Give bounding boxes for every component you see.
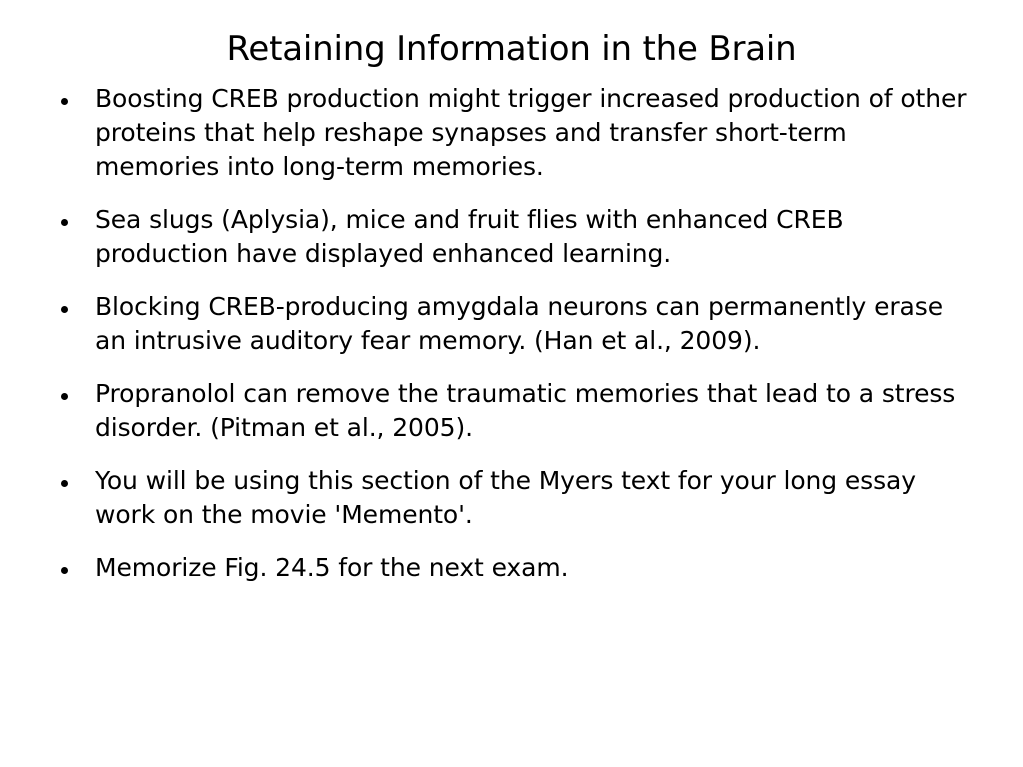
bullet-item <box>58 377 978 445</box>
bullet-dot-icon <box>61 567 68 574</box>
bullet-text: Sea slugs (Aplysia), mice and fruit flies with enhanced CREB production have displayed enhanced learning. <box>95 205 844 268</box>
bullet-dot-icon <box>61 306 68 313</box>
bullet-item <box>58 464 978 532</box>
bullet-text: You will be using this section of the Myers text for your long essay work on the movie 'Memento'. <box>95 466 916 529</box>
slide-title: Retaining Information in the Brain <box>226 29 797 69</box>
bullet-item <box>58 290 978 358</box>
bullet-text: Boosting CREB production might trigger increased production of other proteins that help reshape synapses and transfer short-term memories into long-term memories. <box>95 84 967 181</box>
bullet-dot-icon <box>61 393 68 400</box>
bullet-item <box>58 82 978 184</box>
bullet-text: Propranolol can remove the traumatic memories that lead to a stress disorder. (Pitman et al., 2005). <box>95 379 956 442</box>
bullet-item <box>58 551 978 585</box>
bullet-item <box>58 203 978 271</box>
bullet-dot-icon <box>61 219 68 226</box>
bullet-dot-icon <box>61 98 68 105</box>
bullet-text: Memorize Fig. 24.5 for the next exam. <box>95 553 569 582</box>
bullet-text: Blocking CREB-producing amygdala neurons can permanently erase an intrusive auditory fear memory. (Han et al., 2009). <box>95 292 943 355</box>
bullet-list <box>58 82 978 604</box>
bullet-dot-icon <box>61 480 68 487</box>
